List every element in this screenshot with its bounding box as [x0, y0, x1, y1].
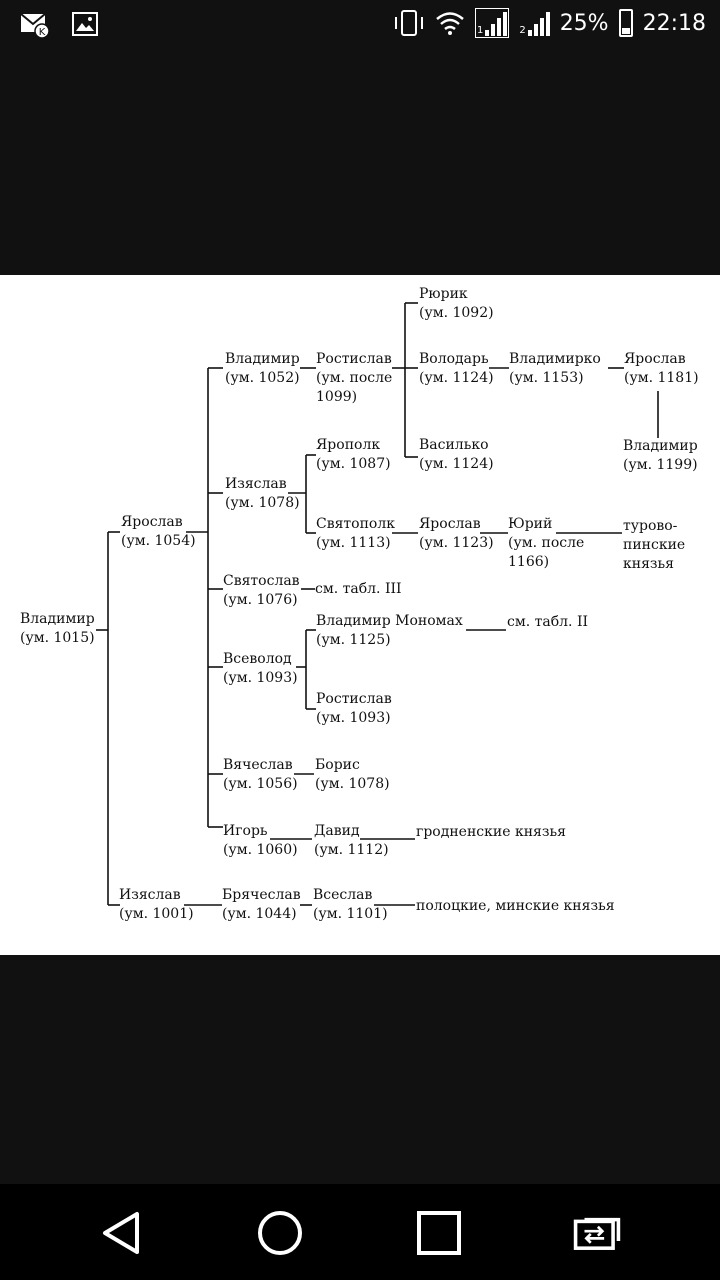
node-note: (ум. 1054): [121, 533, 196, 549]
node-note: (ум. 1056): [223, 776, 298, 792]
wifi-icon: [435, 10, 465, 36]
node-vladimirko-1153: [509, 350, 601, 388]
node-svyatopolk-1113: [316, 515, 395, 553]
node-volodar-1124: [419, 350, 494, 388]
dynasty-label: пинские: [623, 537, 686, 553]
node-note: (ум. 1093): [223, 670, 298, 686]
node-note: (ум. 1181): [624, 370, 699, 386]
node-vasilko-1124: [419, 436, 494, 474]
clock: 22:18: [642, 10, 706, 36]
node-name: Ярослав: [121, 514, 183, 530]
node-name: Василько: [419, 437, 489, 453]
node-note: (ум. 1087): [316, 456, 391, 472]
navigation-bar: [0, 1184, 720, 1280]
node-note: (ум. 1153): [509, 370, 584, 386]
node-name: Давид: [314, 823, 360, 839]
node-note: (ум. 1076): [223, 592, 298, 608]
node-name: Владимир: [225, 351, 300, 367]
node-note-cont: 1099): [316, 389, 358, 405]
node-name: Рюрик: [419, 286, 468, 302]
back-button[interactable]: [97, 1208, 147, 1258]
node-yaroslav-1054: [121, 513, 196, 551]
node-name: Святослав: [223, 573, 300, 589]
node-name: Всеволод: [223, 651, 292, 667]
node-vladimir-1015: [20, 610, 95, 648]
node-note: (ум. 1101): [313, 906, 388, 922]
node-david-1112: [314, 822, 389, 860]
sim2-signal-icon: [519, 10, 549, 36]
node-name: Борис: [315, 757, 360, 773]
dynasty-label: турово-: [623, 518, 678, 534]
node-name: Ростислав: [316, 691, 392, 707]
sim1-signal-icon: [475, 8, 509, 38]
home-button[interactable]: [255, 1208, 305, 1258]
battery-percent: 25%: [559, 10, 609, 36]
node-vladimir-1052: [225, 350, 300, 388]
node-name: Изяслав: [119, 887, 181, 903]
node-note: (ум. 1092): [419, 305, 494, 321]
recent-apps-button[interactable]: [414, 1208, 464, 1258]
node-vseslav-1101: [313, 886, 388, 924]
node-name: Юрий: [508, 516, 553, 532]
status-bar: [0, 0, 720, 52]
node-note: (ум. 1001): [119, 906, 194, 922]
node-grodno-princes: [416, 823, 566, 842]
node-name: Вячеслав: [223, 757, 293, 773]
node-boris-1078: [315, 756, 390, 794]
dynasty-label: князья: [623, 556, 675, 572]
node-name: Игорь: [223, 823, 268, 839]
node-igor-1060: [223, 822, 298, 860]
node-izyaslav-1078: [225, 475, 300, 513]
node-note: (ум. 1113): [316, 535, 391, 551]
node-name: Ростислав: [316, 351, 392, 367]
node-note: (ум. 1093): [316, 710, 391, 726]
sim2-label: 2: [519, 25, 526, 36]
node-name: Ярослав: [624, 351, 686, 367]
battery-icon: [619, 9, 633, 37]
node-note: (ум. 1124): [419, 456, 494, 472]
mail-notification-icon: [20, 12, 50, 38]
node-name: Владимир: [20, 611, 95, 627]
node-name: Владимирко: [509, 351, 601, 367]
node-name: Владимир Мономах: [316, 613, 463, 629]
genealogy-tree-image: [0, 275, 720, 955]
node-note: (ум. 1078): [225, 495, 300, 511]
node-note: (ум. 1052): [225, 370, 300, 386]
node-yaroslav-1123: [419, 515, 494, 553]
node-yaroslav-1181: [624, 350, 699, 388]
dynasty-label: гродненские князья: [416, 824, 566, 840]
node-note: (ум. 1060): [223, 842, 298, 858]
image-notification-icon: [72, 12, 98, 36]
node-polotsk-princes: [416, 897, 615, 916]
node-note: (ум. 1199): [623, 457, 698, 473]
dynasty-label: полоцкие, минские князья: [416, 898, 615, 914]
table-reference: см. табл. III: [315, 581, 402, 597]
node-vyacheslav-1056: [223, 756, 298, 794]
node-note: (ум. 1044): [222, 906, 297, 922]
node-note: (ум. 1125): [316, 632, 391, 648]
node-izyaslav-1001: [119, 886, 194, 924]
node-note: (ум. 1124): [419, 370, 494, 386]
node-note: (ум. 1015): [20, 630, 95, 646]
node-vsevolod-1093: [223, 650, 298, 688]
node-note: (ум. 1123): [419, 535, 494, 551]
node-vladimir-1199: [623, 437, 698, 475]
node-name: Брячеслав: [222, 887, 301, 903]
node-rostislav-1093: [316, 690, 392, 728]
sim1-label: 1: [476, 25, 484, 36]
node-monomakh-1125: [316, 612, 463, 650]
node-yaropolk-1087: [316, 436, 391, 474]
node-note: (ум. 1078): [315, 776, 390, 792]
node-name: Изяслав: [225, 476, 287, 492]
node-name: Ярослав: [419, 516, 481, 532]
table-reference: см. табл. II: [507, 614, 589, 630]
node-rostislav-1099: [316, 350, 392, 407]
node-svyatoslav-1076: [223, 572, 300, 610]
node-name: Всеслав: [313, 887, 373, 903]
node-name: Святополк: [316, 516, 396, 532]
node-name: Владимир: [623, 438, 698, 454]
node-svyatoslav-reference: [315, 580, 402, 599]
node-monomakh-reference: [507, 613, 588, 632]
node-name: Володарь: [419, 351, 489, 367]
node-turov-pinsk-princes: [623, 517, 685, 574]
node-yuri-1166: [508, 515, 584, 572]
vibrate-icon: [393, 9, 425, 37]
node-note-cont: 1166): [508, 554, 550, 570]
node-ryurik-1092: [419, 285, 494, 323]
node-note: (ум. после: [508, 535, 585, 551]
node-note: (ум. 1112): [314, 842, 389, 858]
node-note: (ум. после: [316, 370, 393, 386]
dual-window-button[interactable]: [572, 1208, 622, 1258]
node-name: Ярополк: [316, 437, 381, 453]
node-bryachislav-1044: [222, 886, 301, 924]
svg-text:K: K: [38, 27, 46, 38]
